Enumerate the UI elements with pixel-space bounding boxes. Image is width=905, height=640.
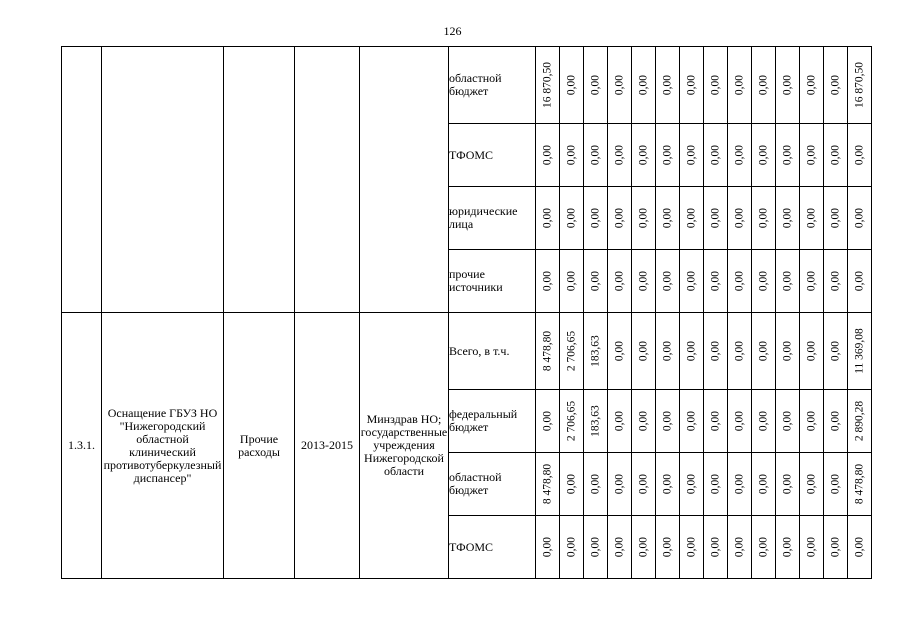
value-text: 0,00 [565, 144, 577, 166]
value-cell [680, 124, 704, 187]
value-text: 0,00 [685, 144, 697, 166]
value-text: 0,00 [829, 74, 841, 96]
value-text: 8 478,80 [541, 463, 553, 505]
funding-source: областной бюджет [449, 47, 536, 124]
value-cell [656, 516, 680, 579]
value-cell [536, 516, 560, 579]
value-cell [704, 47, 728, 124]
value-cell [800, 124, 824, 187]
value-text: 0,00 [637, 536, 649, 558]
executor: Минздрав НО; государственные учреждения Нижегородской области [360, 313, 449, 579]
value-text: 0,00 [613, 536, 625, 558]
value-text: 0,00 [685, 410, 697, 432]
value-cell [560, 390, 584, 453]
value-text: 0,00 [757, 340, 769, 362]
value-text: 0,00 [829, 473, 841, 495]
value-cell [704, 124, 728, 187]
value-text: 0,00 [637, 410, 649, 432]
item-name-cell [102, 47, 224, 313]
value-text: 0,00 [709, 410, 721, 432]
value-cell [536, 187, 560, 250]
value-cell [824, 250, 848, 313]
value-text: 0,00 [709, 340, 721, 362]
value-text: 0,00 [613, 207, 625, 229]
value-text: 0,00 [733, 207, 745, 229]
value-cell [608, 124, 632, 187]
value-cell [584, 516, 608, 579]
value-cell [632, 124, 656, 187]
value-cell [656, 187, 680, 250]
value-text: 0,00 [781, 270, 793, 292]
value-cell [584, 124, 608, 187]
value-text: 0,00 [637, 270, 649, 292]
value-cell [680, 250, 704, 313]
value-text: 0,00 [613, 340, 625, 362]
value-cell [656, 390, 680, 453]
value-cell [536, 453, 560, 516]
value-text: 0,00 [733, 340, 745, 362]
value-text: 0,00 [733, 410, 745, 432]
value-cell [848, 313, 872, 390]
value-text: 0,00 [637, 340, 649, 362]
value-text: 0,00 [565, 473, 577, 495]
value-text: 0,00 [661, 74, 673, 96]
value-cell [560, 124, 584, 187]
value-cell [560, 47, 584, 124]
value-text: 0,00 [781, 536, 793, 558]
value-cell [656, 124, 680, 187]
value-cell [848, 187, 872, 250]
value-text: 0,00 [805, 144, 817, 166]
value-text: 0,00 [685, 340, 697, 362]
value-cell [776, 453, 800, 516]
value-text: 0,00 [541, 410, 553, 432]
value-cell [728, 313, 752, 390]
value-text: 0,00 [829, 536, 841, 558]
value-cell [680, 516, 704, 579]
value-text: 0,00 [541, 536, 553, 558]
value-cell [776, 390, 800, 453]
value-text: 0,00 [757, 270, 769, 292]
value-cell [608, 313, 632, 390]
value-cell [656, 47, 680, 124]
value-cell [824, 313, 848, 390]
value-text: 0,00 [685, 74, 697, 96]
budget-table [61, 46, 872, 579]
value-cell [728, 390, 752, 453]
value-cell [752, 313, 776, 390]
value-cell [752, 124, 776, 187]
value-text: 0,00 [805, 410, 817, 432]
value-cell [680, 47, 704, 124]
value-cell [584, 390, 608, 453]
value-cell [608, 187, 632, 250]
value-text: 0,00 [709, 473, 721, 495]
value-cell [776, 516, 800, 579]
value-text: 0,00 [829, 144, 841, 166]
value-cell [656, 250, 680, 313]
value-text: 0,00 [853, 144, 865, 166]
value-text: 0,00 [661, 207, 673, 229]
value-cell [824, 187, 848, 250]
value-cell [560, 516, 584, 579]
value-text: 0,00 [661, 340, 673, 362]
funding-source: областной бюджет [449, 453, 536, 516]
value-text: 0,00 [709, 74, 721, 96]
value-text: 0,00 [805, 74, 817, 96]
item-name: Оснащение ГБУЗ НО "Нижегородский областной клинический противотуберкулезный диспансер" [102, 313, 224, 579]
value-text: 0,00 [709, 207, 721, 229]
value-cell [536, 313, 560, 390]
value-cell [704, 313, 728, 390]
expense-type-cell [224, 47, 295, 313]
value-cell [800, 313, 824, 390]
value-cell [680, 187, 704, 250]
value-cell [848, 453, 872, 516]
value-cell [752, 453, 776, 516]
value-cell [632, 390, 656, 453]
value-cell [584, 453, 608, 516]
value-cell [704, 250, 728, 313]
value-text: 0,00 [829, 207, 841, 229]
value-text: 0,00 [565, 270, 577, 292]
value-cell [608, 250, 632, 313]
value-text: 0,00 [709, 144, 721, 166]
item-number: 1.3.1. [62, 313, 102, 579]
value-cell [632, 187, 656, 250]
value-text: 0,00 [637, 473, 649, 495]
executor-cell [360, 47, 449, 313]
value-text: 0,00 [589, 270, 601, 292]
value-text: 2 890,28 [853, 400, 865, 442]
value-text: 0,00 [757, 207, 769, 229]
value-text: 0,00 [661, 473, 673, 495]
value-text: 0,00 [757, 74, 769, 96]
value-text: 11 369,08 [853, 328, 865, 374]
value-cell [728, 250, 752, 313]
value-text: 0,00 [853, 270, 865, 292]
value-cell [632, 453, 656, 516]
value-cell [728, 187, 752, 250]
value-cell [656, 313, 680, 390]
value-text: 0,00 [757, 144, 769, 166]
value-text: 0,00 [613, 410, 625, 432]
value-text: 0,00 [613, 74, 625, 96]
value-cell [584, 187, 608, 250]
value-text: 0,00 [829, 410, 841, 432]
value-text: 0,00 [709, 270, 721, 292]
value-cell [752, 47, 776, 124]
value-text: 16 870,50 [853, 62, 865, 108]
funding-source: ТФОМС [449, 516, 536, 579]
value-cell [848, 516, 872, 579]
value-cell [608, 453, 632, 516]
value-cell [752, 187, 776, 250]
value-cell [680, 390, 704, 453]
value-text: 0,00 [589, 536, 601, 558]
value-cell [584, 47, 608, 124]
table-row [62, 47, 872, 124]
value-text: 0,00 [613, 270, 625, 292]
value-cell [704, 187, 728, 250]
value-cell [848, 390, 872, 453]
value-cell [704, 390, 728, 453]
value-cell [824, 47, 848, 124]
value-text: 0,00 [733, 144, 745, 166]
table-row [62, 313, 872, 390]
value-cell [584, 313, 608, 390]
value-text: 0,00 [733, 536, 745, 558]
value-text: 0,00 [565, 74, 577, 96]
value-text: 0,00 [781, 410, 793, 432]
value-text: 0,00 [829, 340, 841, 362]
funding-source: федеральный бюджет [449, 390, 536, 453]
value-text: 0,00 [757, 536, 769, 558]
funding-source: юридические лица [449, 187, 536, 250]
value-cell [776, 313, 800, 390]
value-cell [584, 250, 608, 313]
value-text: 0,00 [589, 473, 601, 495]
funding-source: Всего, в т.ч. [449, 313, 536, 390]
value-text: 0,00 [733, 473, 745, 495]
value-text: 0,00 [685, 207, 697, 229]
value-cell [608, 390, 632, 453]
value-text: 0,00 [661, 536, 673, 558]
value-text: 2 706,65 [565, 400, 577, 442]
value-cell [536, 124, 560, 187]
value-cell [824, 516, 848, 579]
value-cell [608, 47, 632, 124]
value-text: 0,00 [637, 207, 649, 229]
value-cell [560, 187, 584, 250]
value-cell [536, 47, 560, 124]
funding-source: ТФОМС [449, 124, 536, 187]
value-text: 0,00 [733, 270, 745, 292]
value-text: 0,00 [685, 473, 697, 495]
value-cell [776, 187, 800, 250]
value-cell [800, 390, 824, 453]
value-text: 0,00 [757, 410, 769, 432]
value-text: 0,00 [613, 144, 625, 166]
value-cell [560, 453, 584, 516]
value-text: 183,63 [589, 405, 601, 437]
value-text: 0,00 [781, 473, 793, 495]
value-cell [656, 453, 680, 516]
value-cell [752, 250, 776, 313]
value-cell [848, 250, 872, 313]
value-cell [800, 187, 824, 250]
value-text: 0,00 [733, 74, 745, 96]
value-cell [824, 453, 848, 516]
value-text: 0,00 [853, 207, 865, 229]
period: 2013-2015 [295, 313, 360, 579]
funding-source: прочие источники [449, 250, 536, 313]
value-text: 2 706,65 [565, 330, 577, 372]
value-text: 0,00 [805, 340, 817, 362]
value-cell [560, 313, 584, 390]
value-text: 0,00 [541, 270, 553, 292]
value-cell [728, 124, 752, 187]
value-cell [800, 516, 824, 579]
value-text: 0,00 [805, 473, 817, 495]
period-cell [295, 47, 360, 313]
value-cell [728, 516, 752, 579]
value-text: 0,00 [661, 270, 673, 292]
value-cell [536, 250, 560, 313]
value-text: 0,00 [589, 144, 601, 166]
value-text: 0,00 [565, 536, 577, 558]
value-text: 8 478,80 [853, 463, 865, 505]
value-text: 16 870,50 [541, 62, 553, 108]
expense-type: Прочие расходы [224, 313, 295, 579]
page-number: 126 [443, 24, 462, 38]
value-text: 0,00 [589, 207, 601, 229]
value-text: 0,00 [565, 207, 577, 229]
value-cell [632, 47, 656, 124]
value-cell [536, 390, 560, 453]
value-text: 0,00 [685, 536, 697, 558]
value-text: 0,00 [781, 144, 793, 166]
value-text: 0,00 [781, 74, 793, 96]
value-text: 0,00 [757, 473, 769, 495]
value-text: 0,00 [637, 74, 649, 96]
value-cell [680, 313, 704, 390]
value-text: 0,00 [613, 473, 625, 495]
value-cell [632, 313, 656, 390]
value-text: 0,00 [781, 340, 793, 362]
value-text: 0,00 [589, 74, 601, 96]
value-text: 0,00 [805, 536, 817, 558]
value-text: 0,00 [853, 536, 865, 558]
value-cell [704, 516, 728, 579]
value-text: 0,00 [709, 536, 721, 558]
value-cell [560, 250, 584, 313]
value-cell [800, 453, 824, 516]
value-cell [704, 453, 728, 516]
value-cell [632, 250, 656, 313]
value-text: 8 478,80 [541, 330, 553, 372]
value-text: 0,00 [685, 270, 697, 292]
value-text: 0,00 [805, 270, 817, 292]
value-cell [848, 124, 872, 187]
value-cell [824, 390, 848, 453]
item-number-cell [62, 47, 102, 313]
value-cell [752, 516, 776, 579]
value-text: 0,00 [781, 207, 793, 229]
value-text: 0,00 [661, 410, 673, 432]
value-text: 0,00 [541, 207, 553, 229]
value-text: 0,00 [637, 144, 649, 166]
value-text: 0,00 [541, 144, 553, 166]
value-cell [752, 390, 776, 453]
value-cell [776, 47, 800, 124]
value-text: 183,63 [589, 335, 601, 367]
value-cell [632, 516, 656, 579]
value-cell [680, 453, 704, 516]
value-text: 0,00 [829, 270, 841, 292]
value-cell [728, 453, 752, 516]
value-cell [848, 47, 872, 124]
value-cell [608, 516, 632, 579]
value-cell [800, 47, 824, 124]
value-text: 0,00 [805, 207, 817, 229]
value-cell [800, 250, 824, 313]
value-cell [728, 47, 752, 124]
value-cell [776, 250, 800, 313]
value-cell [776, 124, 800, 187]
value-text: 0,00 [661, 144, 673, 166]
value-cell [824, 124, 848, 187]
